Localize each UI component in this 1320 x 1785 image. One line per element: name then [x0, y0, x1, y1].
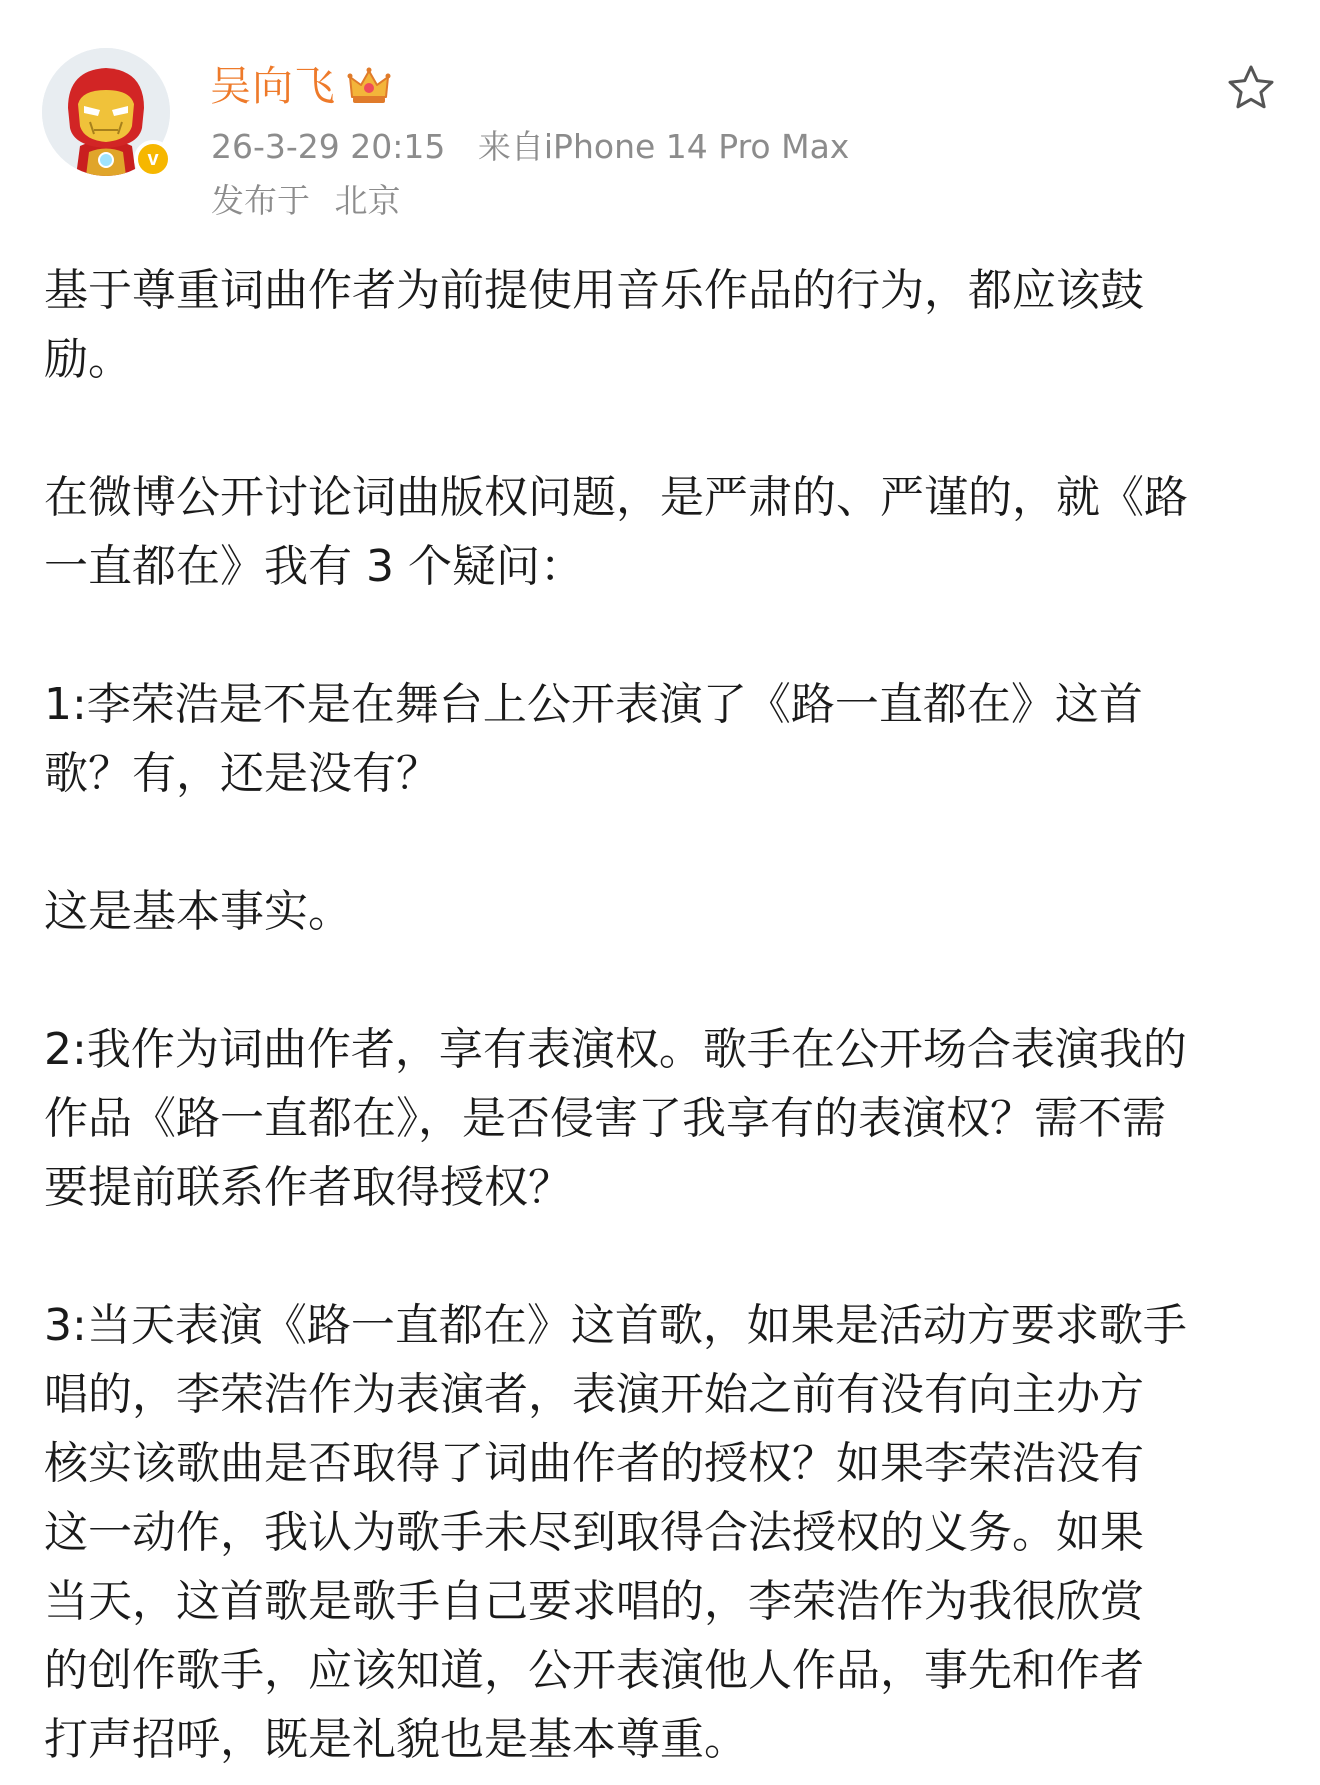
star-outline-icon[interactable]	[1225, 62, 1277, 114]
post-location	[211, 179, 401, 223]
author-name-row	[210, 58, 392, 114]
post-paragraph: 1:李荣浩是不是在舞台上公开表演了《路一直都在》这首 歌？有，还是没有？	[44, 679, 1143, 799]
post-paragraph: 3:当天表演《路一直都在》这首歌，如果是活动方要求歌手 唱的，李荣浩作为表演者，表演开始之前有没有向主办方 核实该歌曲是否取得了词曲作者的授权？如果李荣浩没有 这一动作，我认为歌手未尽到取得合法授权的义务。如果 当天，这首歌是歌手自己要求唱的，李荣浩作为我很欣赏 的创作歌手，应该知道，公开表演他人作品，事先和作者 打声招呼，既是礼貌也是基本尊重。	[44, 1300, 1187, 1765]
post-header	[0, 0, 1320, 230]
post-meta	[211, 125, 849, 169]
post-paragraph: 2:我作为词曲作者，享有表演权。歌手在公开场合表演我的 作品《路一直都在》，是否侵害了我享有的表演权？需不需 要提前联系作者取得授权？	[44, 1024, 1187, 1213]
author-name[interactable]: 吴向飞	[210, 62, 336, 110]
location-name: 北京	[334, 181, 401, 220]
post-time: 26-3-29 20:15	[211, 127, 446, 166]
verified-badge-icon: v	[134, 140, 172, 178]
author-avatar[interactable]	[42, 48, 170, 176]
post-paragraph: 这是基本事实。	[44, 886, 352, 937]
crown-icon	[346, 63, 392, 109]
post-content	[44, 256, 1284, 1774]
post-source: 来自iPhone 14 Pro Max	[477, 127, 850, 166]
location-prefix: 发布于	[211, 181, 310, 220]
post-paragraph: 基于尊重词曲作者为前提使用音乐作品的行为，都应该鼓 励。	[44, 265, 1144, 385]
post-paragraph: 在微博公开讨论词曲版权问题，是严肃的、严谨的，就《路 一直都在》我有 3 个疑问：	[44, 472, 1188, 592]
